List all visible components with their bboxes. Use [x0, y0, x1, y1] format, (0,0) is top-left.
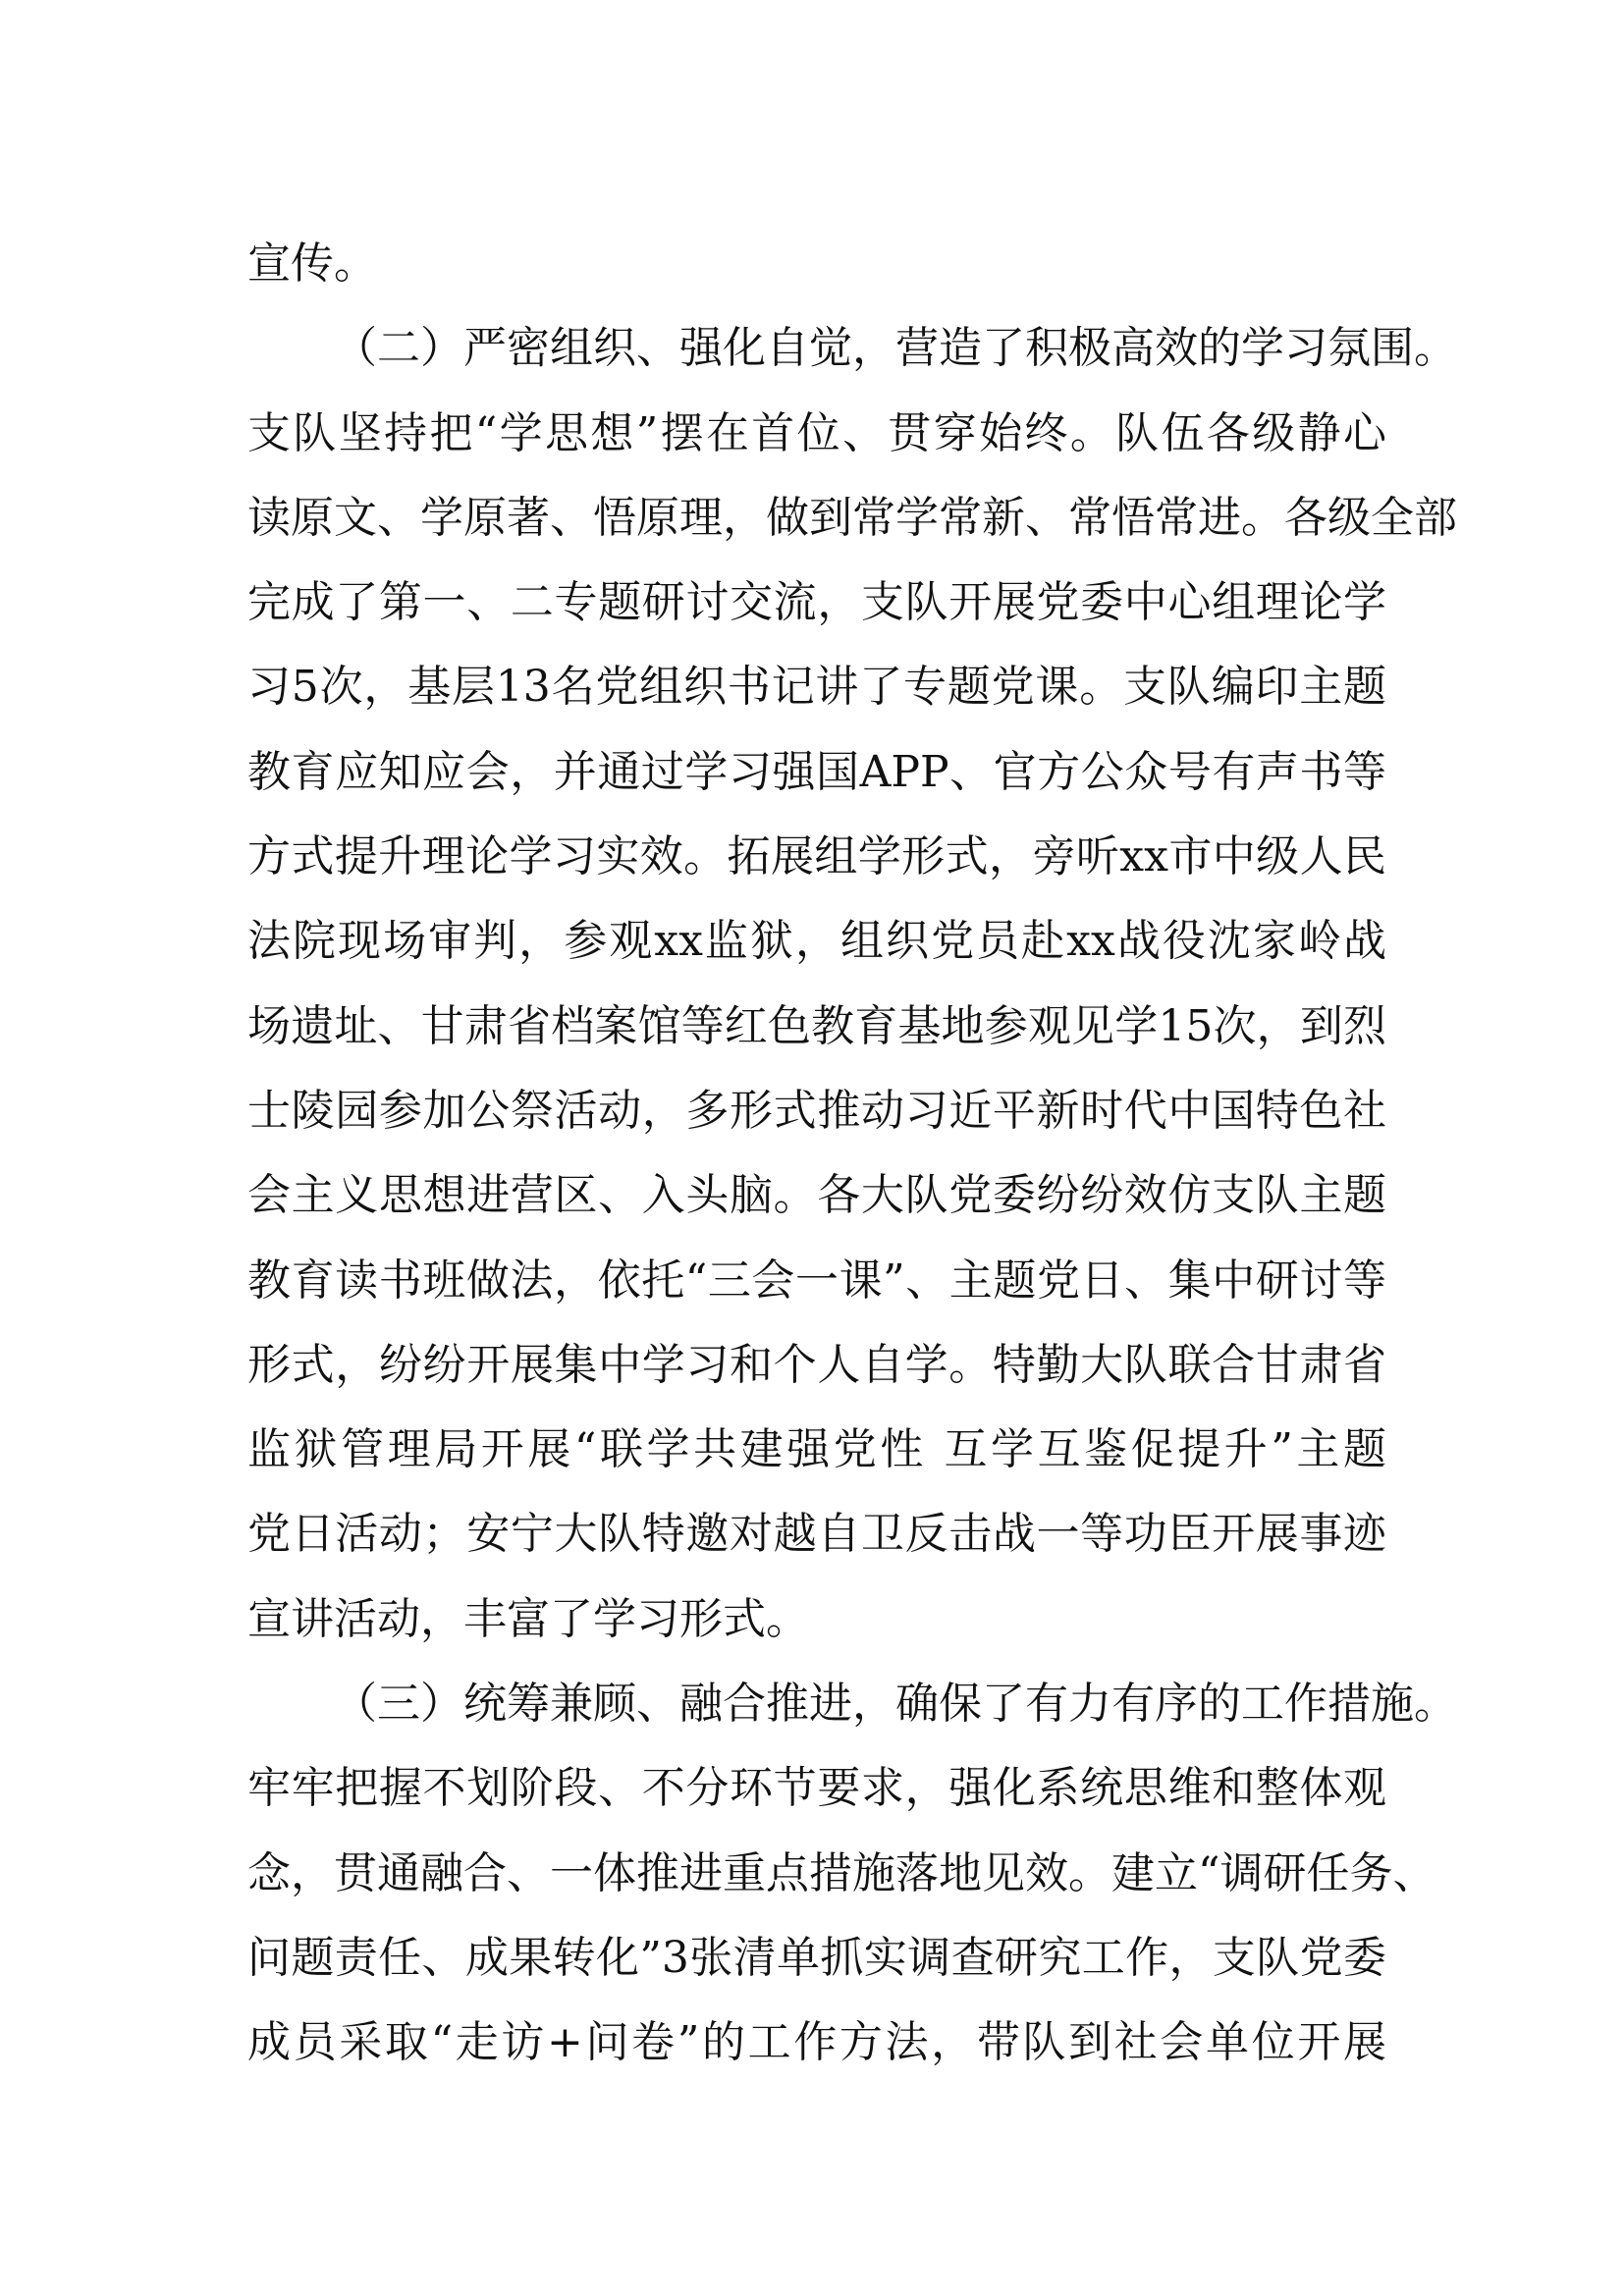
- text-line: 完成了第一、二专题研讨交流，支队开展党委中心组理论学: [247, 577, 1386, 628]
- text-line: 教育读书班做法，依托“三会一课”、主题党日、集中研讨等: [247, 1255, 1386, 1306]
- text-line: 会主义思想进营区、入头脑。各大队党委纷纷效仿支队主题: [247, 1170, 1386, 1221]
- text-line: 党日活动；安宁大队特邀对越自卫反击战一等功臣开展事迹: [247, 1509, 1386, 1560]
- section-heading: （二）严密组织、强化自觉，营造了积极高效的学习氛围。: [334, 323, 1457, 374]
- text-line: 方式提升理论学习实效。拓展组学形式，旁听xx市中级人民: [247, 831, 1386, 882]
- text-line: 宣传。: [247, 239, 377, 289]
- text-line: 习5次，基层13名党组织书记讲了专题党课。支队编印主题: [247, 662, 1386, 713]
- section-heading: （三）统筹兼顾、融合推进，确保了有力有序的工作措施。: [334, 1679, 1457, 1730]
- text-line: 形式，纷纷开展集中学习和个人自学。特勤大队联合甘肃省: [247, 1339, 1386, 1390]
- text-line: 支队坚持把“学思想”摆在首位、贯穿始终。队伍各级静心: [247, 407, 1386, 458]
- text-line: 场遗址、甘肃省档案馆等红色教育基地参观见学15次，到烈: [247, 1000, 1386, 1051]
- text-line: 士陵园参加公祭活动，多形式推动习近平新时代中国特色社: [247, 1085, 1386, 1136]
- text-line: 问题责任、成果转化”3张清单抓实调查研究工作，支队党委: [247, 1932, 1386, 1983]
- text-line: 读原文、学原著、悟原理，做到常学常新、常悟常进。各级全部: [247, 492, 1457, 543]
- text-line: 教育应知应会，并通过学习强国APP、官方公众号有声书等: [247, 746, 1386, 797]
- text-line: 监狱管理局开展“联学共建强党性 互学互鉴促提升”主题: [247, 1424, 1386, 1475]
- text-line: 成员采取“走访+问卷”的工作方法，带队到社会单位开展: [247, 2017, 1386, 2068]
- text-line: 念，贯通融合、一体推进重点措施落地见效。建立“调研任务、: [247, 1847, 1436, 1898]
- document-page: [247, 222, 1457, 2086]
- text-line: 宣讲活动，丰富了学习形式。: [247, 1593, 809, 1644]
- text-line: 牢牢把握不划阶段、不分环节要求，强化系统思维和整体观: [247, 1763, 1386, 1814]
- text-line: 法院现场审判，参观xx监狱，组织党员赴xx战役沈家岭战: [247, 916, 1386, 967]
